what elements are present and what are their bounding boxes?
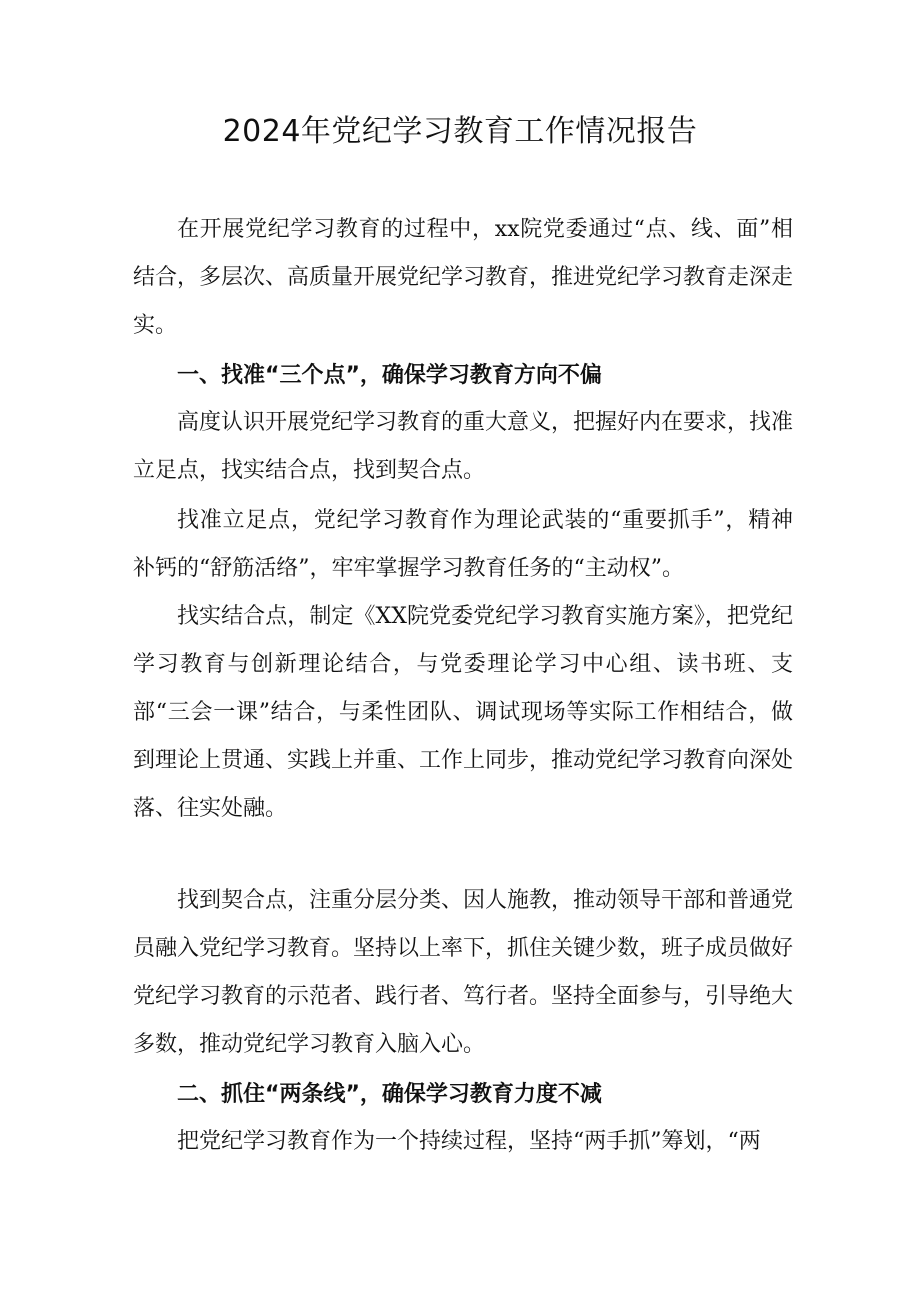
section-two-paragraph-1: 把党纪学习教育作为一个持续过程，坚持“两手抓”筹划，“两 bbox=[177, 1129, 761, 1154]
section-one-heading: 一、找准“三个点”，确保学习教育方向不偏 bbox=[177, 363, 602, 388]
section-one-paragraph-3: 找实结合点，制定《XX院党委党纪学习教育实施方案》，把党纪学习教育与创新理论结合，与党委理论学习中心组、读书班、支部“三会一课”结合，与柔性团队、调试现场等实际工作相结合，做到理论上贯通、实践上并重、工作上同步，推动党纪学习教育向深处落、往实处融。 bbox=[133, 604, 794, 821]
document-title: 2024年党纪学习教育工作情况报告 bbox=[222, 114, 698, 149]
section-one-paragraph-2: 找准立足点，党纪学习教育作为理论武装的“重要抓手”，精神补钙的“舒筋活络”，牢牢掌握学习教育任务的“主动权”。 bbox=[133, 508, 793, 581]
section-one-paragraph-1: 高度认识开展党纪学习教育的重大意义，把握好内在要求，找准立足点，找实结合点，找到契合点。 bbox=[133, 410, 794, 483]
section-two-heading: 二、抓住“两条线”，确保学习教育力度不减 bbox=[177, 1082, 602, 1107]
intro-paragraph: 在开展党纪学习教育的过程中，xx院党委通过“点、线、面”相结合，多层次、高质量开展党纪学习教育，推进党纪学习教育走深走实。 bbox=[133, 217, 794, 338]
section-one-paragraph-4: 找到契合点，注重分层分类、因人施教，推动领导干部和普通党员融入党纪学习教育。坚持以上率下，抓住关键少数，班子成员做好党纪学习教育的示范者、践行者、笃行者。坚持全面参与，引导绝大多数，推动党纪学习教育入脑入心。 bbox=[133, 888, 794, 1057]
